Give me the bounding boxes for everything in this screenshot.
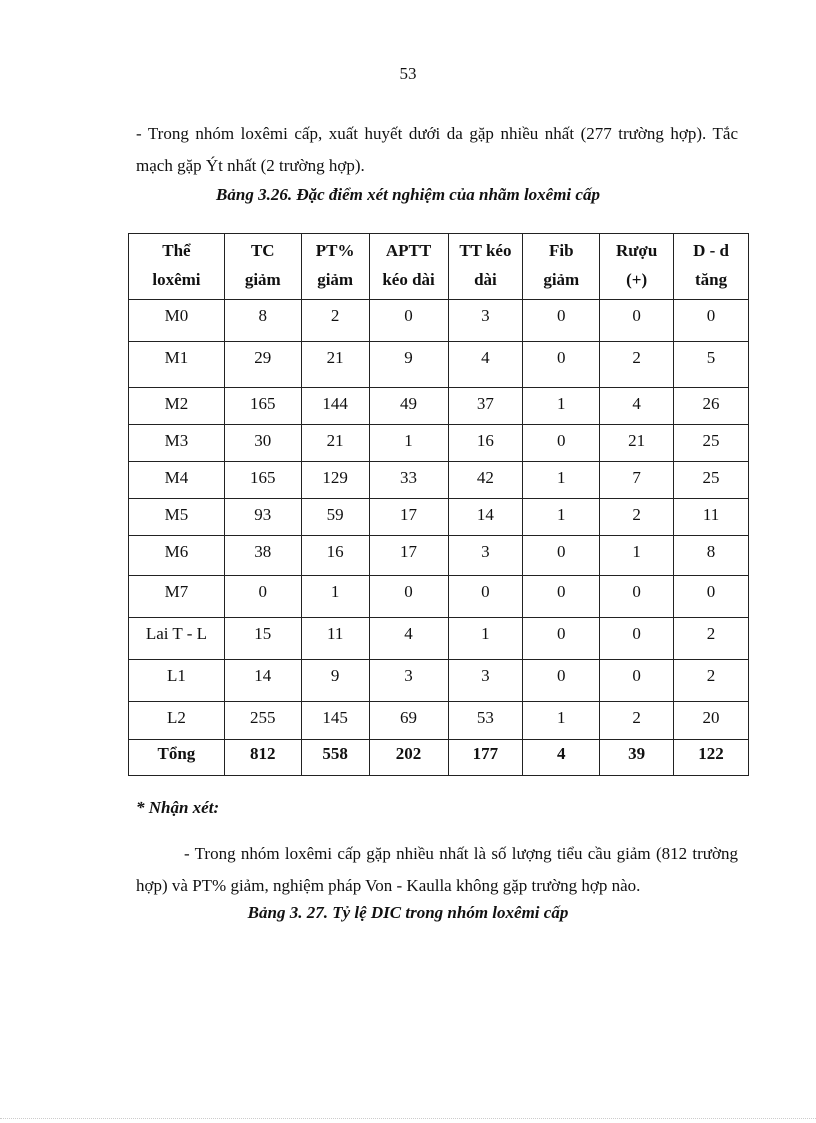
table-cell: 0: [523, 342, 600, 388]
table-cell: 11: [674, 499, 749, 536]
row-label: M7: [129, 576, 225, 618]
table-cell: 2: [674, 618, 749, 660]
table-cell: 1: [523, 388, 600, 425]
table-cell: 144: [301, 388, 369, 425]
table-row: [129, 660, 749, 702]
page-number: 53: [399, 64, 417, 83]
row-label: L1: [129, 660, 225, 702]
table-cell: 2: [674, 660, 749, 702]
row-label: Lai T - L: [129, 618, 225, 660]
table-cell: 0: [448, 576, 523, 618]
table-cell: 16: [301, 536, 369, 576]
row-label: M1: [129, 342, 225, 388]
table-cell: 25: [674, 462, 749, 499]
table-cell: 20: [674, 702, 749, 740]
row-label: M6: [129, 536, 225, 576]
total-label: Tổng: [129, 740, 225, 776]
paragraph-bleeding: - Trong nhóm loxêmi cấp, xuất huyết dưới da gặp nhiều nhất (277 trường hợp). Tắc mạch gặp Ýt nhất (2 trường hợp).: [136, 124, 738, 175]
table-cell: 30: [224, 425, 301, 462]
table-cell: 17: [369, 536, 448, 576]
table-cell: 8: [674, 536, 749, 576]
table-cell: 93: [224, 499, 301, 536]
table-cell: 3: [448, 300, 523, 342]
table-row: [129, 499, 749, 536]
header-pt: PT% giảm: [301, 234, 369, 300]
table-cell: 0: [369, 576, 448, 618]
table-cell: 21: [301, 342, 369, 388]
table-total-row: [129, 740, 749, 776]
header-ruou: Rượu (+): [600, 234, 674, 300]
header-aptt: APTT kéo dài: [369, 234, 448, 300]
table-row: [129, 300, 749, 342]
table-cell: 4: [369, 618, 448, 660]
table-cell: 42: [448, 462, 523, 499]
total-cell: 812: [224, 740, 301, 776]
total-cell: 202: [369, 740, 448, 776]
table-row: [129, 576, 749, 618]
table-cell: 1: [448, 618, 523, 660]
table-cell: 8: [224, 300, 301, 342]
table-cell: 1: [523, 499, 600, 536]
table-cell: 49: [369, 388, 448, 425]
table-cell: 1: [523, 462, 600, 499]
table-cell: 7: [600, 462, 674, 499]
table-cell: 14: [448, 499, 523, 536]
row-label: M3: [129, 425, 225, 462]
row-label: M4: [129, 462, 225, 499]
header-tt: TT kéo dài: [448, 234, 523, 300]
table-cell: 37: [448, 388, 523, 425]
table-cell: 4: [448, 342, 523, 388]
total-cell: 4: [523, 740, 600, 776]
table-cell: 21: [301, 425, 369, 462]
table-cell: 16: [448, 425, 523, 462]
table-cell: 14: [224, 660, 301, 702]
table-cell: 5: [674, 342, 749, 388]
lab-results-table: [128, 233, 749, 776]
table-cell: 0: [523, 576, 600, 618]
table-cell: 17: [369, 499, 448, 536]
table-cell: 165: [224, 462, 301, 499]
table-cell: 0: [369, 300, 448, 342]
table-cell: 0: [523, 300, 600, 342]
table-cell: 0: [523, 618, 600, 660]
header-tc: TC giảm: [224, 234, 301, 300]
table-cell: 69: [369, 702, 448, 740]
table-cell: 255: [224, 702, 301, 740]
paragraph-remark: - Trong nhóm loxêmi cấp gặp nhiều nhất là số lượng tiểu cầu giảm (812 trường hợp) và PT% giảm, nghiệm pháp Von - Kaulla không gặp trường hợp nào.: [136, 844, 738, 895]
header-type: Thể loxêmi: [129, 234, 225, 300]
table-cell: 0: [224, 576, 301, 618]
total-cell: 558: [301, 740, 369, 776]
table-row: [129, 536, 749, 576]
table-caption: Bảng 3.26. Đặc điểm xét nghiệm của nhãm loxêmi cấp: [216, 185, 600, 204]
table-cell: 25: [674, 425, 749, 462]
table-cell: 165: [224, 388, 301, 425]
table-row: [129, 618, 749, 660]
table-header-row: [129, 234, 749, 300]
table-cell: 3: [448, 536, 523, 576]
table-cell: 3: [448, 660, 523, 702]
page-bottom-divider: [0, 1118, 816, 1119]
table-cell: 2: [600, 499, 674, 536]
table-row: [129, 462, 749, 499]
total-cell: 122: [674, 740, 749, 776]
table-row: [129, 388, 749, 425]
header-dd: D - d tăng: [674, 234, 749, 300]
table-cell: 0: [523, 660, 600, 702]
table-row: [129, 342, 749, 388]
table-cell: 59: [301, 499, 369, 536]
table-row: [129, 702, 749, 740]
table-cell: 21: [600, 425, 674, 462]
table2-caption: Bảng 3. 27. Tỷ lệ DIC trong nhóm loxêmi cấp: [247, 903, 569, 922]
row-label: M2: [129, 388, 225, 425]
table-cell: 11: [301, 618, 369, 660]
table-cell: 1: [369, 425, 448, 462]
table-cell: 29: [224, 342, 301, 388]
table-cell: 0: [600, 576, 674, 618]
table-cell: 2: [301, 300, 369, 342]
table-cell: 1: [523, 702, 600, 740]
table-cell: 1: [600, 536, 674, 576]
table-cell: 0: [674, 576, 749, 618]
table-cell: 2: [600, 702, 674, 740]
table-cell: 33: [369, 462, 448, 499]
table-cell: 0: [674, 300, 749, 342]
row-label: M0: [129, 300, 225, 342]
table-cell: 3: [369, 660, 448, 702]
table-cell: 145: [301, 702, 369, 740]
table-cell: 2: [600, 342, 674, 388]
header-fib: Fib giảm: [523, 234, 600, 300]
table-cell: 53: [448, 702, 523, 740]
table-row: [129, 425, 749, 462]
remark-heading: * Nhận xét:: [136, 798, 220, 817]
table-cell: 0: [523, 425, 600, 462]
row-label: M5: [129, 499, 225, 536]
row-label: L2: [129, 702, 225, 740]
table-cell: 15: [224, 618, 301, 660]
table-cell: 129: [301, 462, 369, 499]
table-cell: 4: [600, 388, 674, 425]
total-cell: 177: [448, 740, 523, 776]
table-cell: 38: [224, 536, 301, 576]
table-cell: 0: [600, 300, 674, 342]
table-cell: 0: [600, 618, 674, 660]
table-cell: 1: [301, 576, 369, 618]
table-cell: 0: [523, 536, 600, 576]
table-cell: 9: [301, 660, 369, 702]
table-cell: 26: [674, 388, 749, 425]
table-cell: 9: [369, 342, 448, 388]
table-cell: 0: [600, 660, 674, 702]
total-cell: 39: [600, 740, 674, 776]
